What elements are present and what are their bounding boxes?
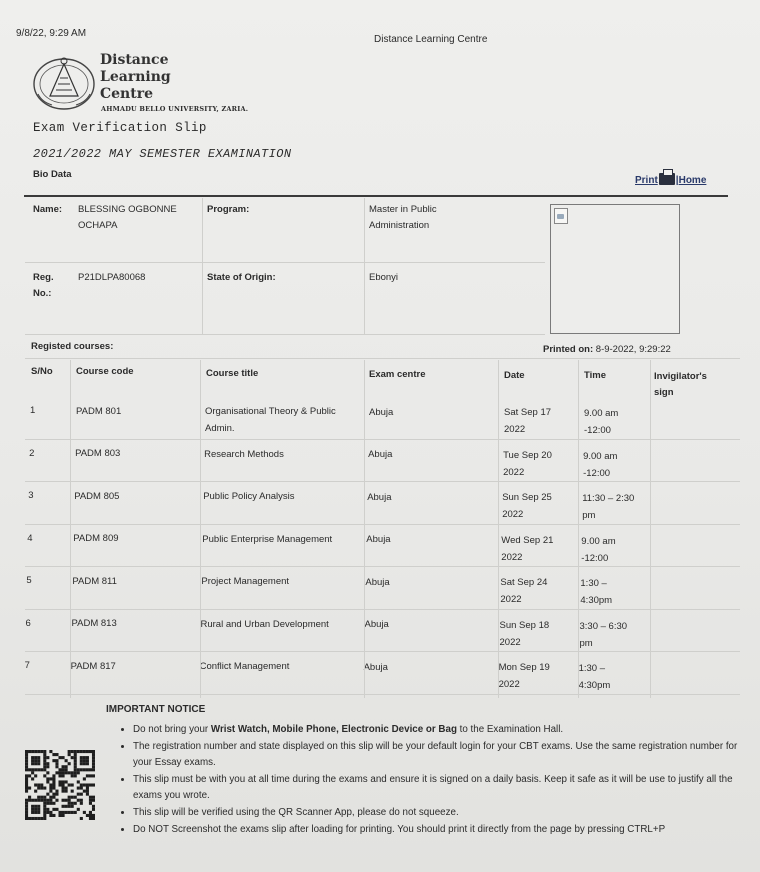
column-divider: [70, 360, 71, 698]
organization-name: Distance Learning Centre: [100, 52, 171, 102]
col-header-sno: S/No: [31, 366, 53, 377]
course-centre-cell: Abuja: [368, 449, 393, 461]
notice-item: • Do NOT Screenshot the exams slip after loading for printing. You should print it directly from the page by pressing CTRL+P: [133, 822, 743, 839]
column-divider: [498, 360, 499, 698]
printer-icon[interactable]: [659, 173, 675, 185]
course-title-cell: Conflict Management: [199, 661, 290, 673]
course-time-cell: 9.00 am -12:00: [584, 408, 619, 436]
broken-image-icon: [554, 208, 568, 224]
course-code-cell: PADM 811: [72, 575, 117, 587]
course-title-cell: Organisational Theory & Public Admin.: [205, 406, 336, 435]
notice-item: • The registration number and state displayed on this slip will be your default login for your CBT exams. Use the same registration number for your Essay exams.: [133, 739, 743, 772]
row-divider: [25, 439, 740, 440]
registered-courses-heading: Registed courses:: [31, 341, 114, 352]
course-sno-cell: 6: [25, 617, 31, 629]
slip-title: Exam Verification Slip: [33, 121, 207, 135]
course-sno-cell: 7: [24, 660, 30, 671]
home-link[interactable]: Home: [678, 175, 707, 186]
bio-divider: [25, 262, 545, 263]
qr-code-icon: [25, 750, 95, 820]
table-top-border: [25, 358, 740, 359]
col-header-time: Time: [584, 370, 607, 381]
row-divider: [25, 694, 740, 695]
course-time-cell: 11:30 – 2:30 pm: [582, 493, 635, 521]
reg-no-value: P21DLPA80068: [78, 272, 146, 283]
header-divider: [24, 195, 728, 197]
course-date-cell: Wed Sep 21 2022: [501, 534, 554, 563]
course-date-cell: Tue Sep 20 2022: [503, 449, 552, 478]
course-code-cell: PADM 801: [76, 405, 122, 417]
course-sno-cell: 3: [28, 490, 34, 501]
name-value: BLESSING OGBONNE OCHAPA: [78, 204, 177, 231]
bio-divider: [25, 334, 545, 335]
site-title: Distance Learning Centre: [374, 34, 488, 45]
course-sno-cell: 1: [30, 405, 36, 416]
notice-item: • Do not bring your Wrist Watch, Mobile Phone, Electronic Device or Bag to the Examination Hall.: [133, 722, 743, 739]
program-value: Master in Public Administration: [369, 204, 437, 231]
state-label: State of Origin:: [207, 272, 276, 283]
print-timestamp: 9/8/22, 9:29 AM: [16, 28, 87, 39]
course-sno-cell: 5: [26, 575, 32, 586]
column-divider: [650, 360, 651, 698]
course-time-cell: 9.00 am -12:00: [581, 535, 616, 564]
course-date-cell: Sun Sep 25 2022: [502, 492, 552, 521]
course-date-cell: Sat Sep 17 2022: [504, 407, 552, 436]
course-centre-cell: Abuja: [366, 534, 391, 546]
row-divider: [25, 651, 740, 652]
top-links: Print |Home: [635, 175, 707, 186]
course-code-cell: PADM 805: [74, 490, 120, 502]
bio-divider: [202, 198, 203, 334]
row-divider: [25, 566, 740, 567]
course-code-cell: PADM 803: [75, 448, 121, 460]
reg-no-label: Reg. No.:: [33, 272, 54, 299]
row-divider: [25, 481, 740, 482]
university-logo-icon: [30, 50, 98, 112]
printed-on: Printed on: 8-9-2022, 9:29:22: [543, 344, 671, 355]
university-name: AHMADU BELLO UNIVERSITY, ZARIA.: [101, 105, 249, 113]
course-title-cell: Research Methods: [204, 448, 284, 460]
col-header-date: Date: [504, 370, 525, 381]
program-label: Program:: [207, 204, 250, 215]
course-title-cell: Public Enterprise Management: [202, 533, 333, 545]
course-centre-cell: Abuja: [369, 406, 394, 418]
col-header-title: Course title: [206, 368, 259, 379]
course-date-cell: Sat Sep 24 2022: [500, 577, 548, 606]
course-centre-cell: Abuja: [363, 661, 388, 673]
bio-divider: [364, 198, 365, 334]
row-divider: [25, 609, 740, 610]
notice-heading: IMPORTANT NOTICE: [106, 704, 206, 715]
course-title-cell: Public Policy Analysis: [203, 491, 295, 503]
course-centre-cell: Abuja: [364, 619, 389, 631]
notice-item: • This slip must be with you at all time during the exams and ensure it is signed on a daily basis. Keep it safe as it will be use to justify all the exams you wrote.: [133, 772, 743, 805]
state-value: Ebonyi: [369, 272, 399, 283]
course-sno-cell: 2: [29, 447, 35, 459]
col-header-centre: Exam centre: [369, 369, 426, 380]
column-divider: [578, 360, 579, 698]
course-centre-cell: Abuja: [367, 491, 392, 503]
course-date-cell: Sun Sep 18 2022: [499, 619, 550, 648]
name-label: Name:: [33, 204, 63, 215]
course-title-cell: Rural and Urban Development: [200, 618, 329, 630]
course-time-cell: 3:30 – 6:30 pm: [579, 620, 628, 649]
col-header-invigilator: Invigilator's sign: [654, 371, 707, 398]
passport-photo: [550, 204, 680, 334]
course-time-cell: 1:30 – 4:30pm: [578, 663, 611, 691]
course-title-cell: Project Management: [201, 576, 290, 588]
course-time-cell: 9.00 am -12:00: [583, 450, 618, 479]
course-code-cell: PADM 813: [71, 618, 117, 630]
course-code-cell: PADM 809: [73, 533, 119, 545]
course-code-cell: PADM 817: [70, 660, 116, 672]
course-centre-cell: Abuja: [365, 576, 390, 588]
print-link[interactable]: Print: [635, 175, 658, 186]
column-divider: [364, 360, 365, 698]
exam-title: 2021/2022 MAY SEMESTER EXAMINATION: [33, 147, 292, 161]
col-header-code: Course code: [76, 366, 134, 377]
bio-data-heading: Bio Data: [33, 169, 72, 180]
course-sno-cell: 4: [27, 532, 33, 544]
column-divider: [200, 360, 201, 698]
course-time-cell: 1:30 – 4:30pm: [580, 578, 613, 606]
course-date-cell: Mon Sep 19 2022: [498, 662, 550, 691]
notice-list: [117, 722, 743, 838]
notice-item: • This slip will be verified using the QR Scanner App, please do not squeeze.: [133, 805, 743, 822]
